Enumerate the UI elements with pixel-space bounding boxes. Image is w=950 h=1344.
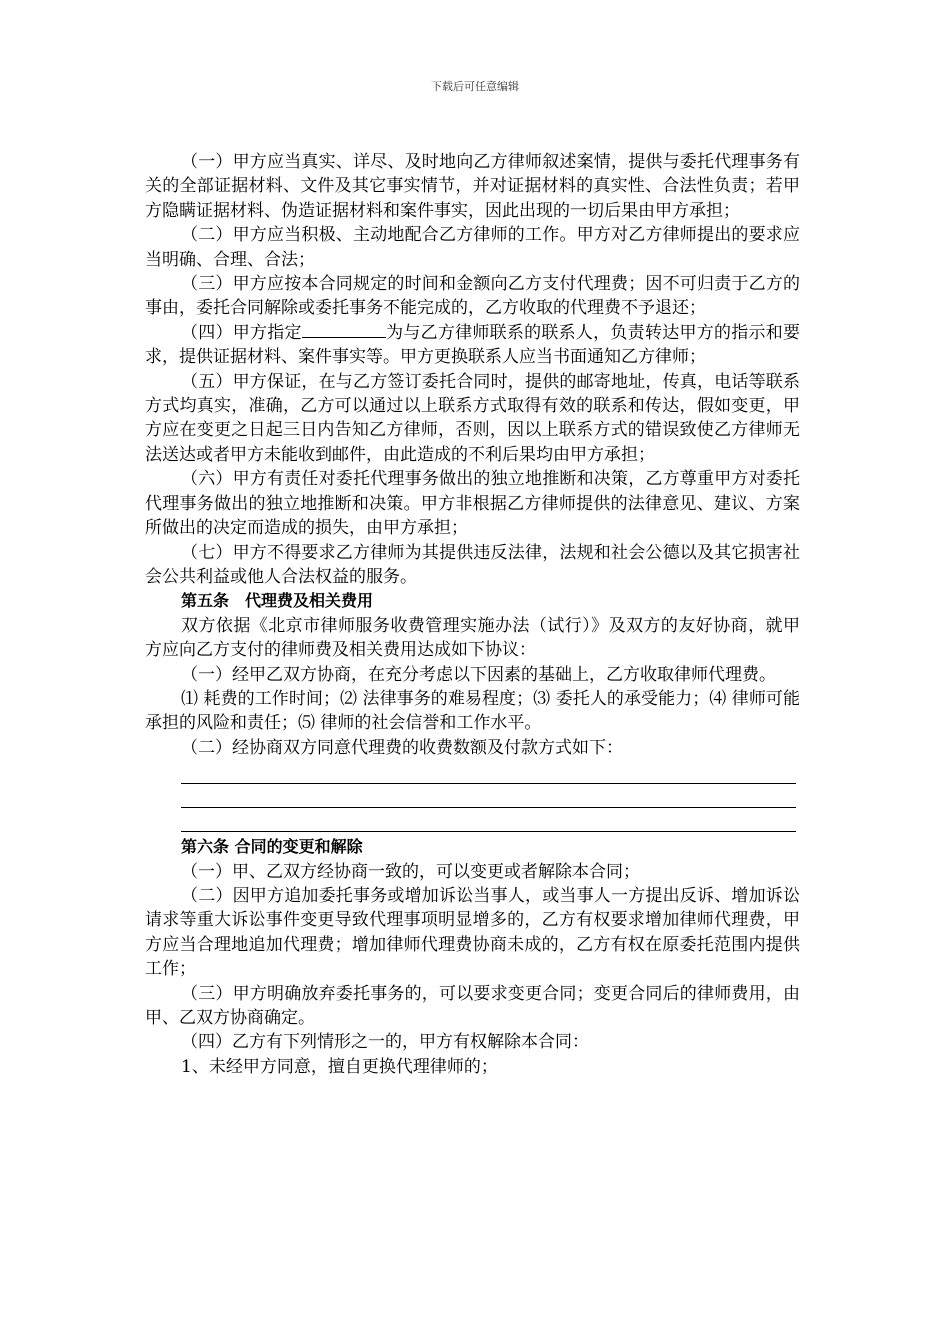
document-body xyxy=(145,150,800,1079)
clause-item-4 xyxy=(145,321,800,370)
clause-item-3: （三）甲方应按本合同规定的时间和金额向乙方支付代理费；因不可归责于乙方的事由，委托合同解除或委托事务不能完成的，乙方收取的代理费不予退还； xyxy=(145,274,800,319)
clause-item-7: （七）甲方不得要求乙方律师为其提供违反法律，法规和社会公德以及其它损害社会公共利益或他人合法权益的服务。 xyxy=(145,542,800,587)
clause-item-6: （六）甲方有责任对委托代理事务做出的独立地推断和决策，乙方尊重甲方对委托代理事务做出的独立地推断和决策。甲方非根据乙方律师提供的法律意见、建议、方案所做出的决定而造成的损失，由甲方承担； xyxy=(145,469,800,539)
clause-item-4-post: 为与乙方律师联系的联系人，负责转达甲方的指示和要求，提供证据材料、案件事实等。甲方更换联系人应当书面通知乙方律师； xyxy=(145,322,801,368)
clause-item-4-pre: （四）甲方指定 xyxy=(181,322,302,343)
contact-person-blank xyxy=(302,321,386,338)
article-5-intro: 双方依据《北京市律师服务收费管理实施办法（试行）》及双方的友好协商，就甲方应向乙方支付的律师费及相关费用达成如下协议： xyxy=(145,615,800,661)
page-header: 下载后可任意编辑 xyxy=(431,80,519,93)
fee-clause-2: （二）经协商双方同意代理费的收费数额及付款方式如下： xyxy=(181,737,623,758)
termination-item-1: 1、未经甲方同意，擅自更换代理律师的； xyxy=(181,1056,498,1077)
change-clause-3: （三）甲方明确放弃委托事务的，可以要求变更合同；变更合同后的律师费用，由甲、乙双方协商确定。 xyxy=(145,983,800,1028)
clause-item-1: （一）甲方应当真实、详尽、及时地向乙方律师叙述案情，提供与委托代理事务有关的全部证据材料、文件及其它事实情节，并对证据材料的真实性、合法性负责；若甲方隐瞒证据材料、伪造证据材料和案件事实，因此出现的一切后果由甲方承担； xyxy=(145,152,800,221)
change-clause-2: （二）因甲方追加委托事务或增加诉讼当事人，或当事人一方提出反诉、增加诉讼请求等重大诉讼事件变更导致代理事项明显增多的，乙方有权要求增加律师代理费，甲方应当合理地追加代理费；增加律师代理费协商未成的，乙方有权在原委托范围内提供工作； xyxy=(145,885,800,980)
clause-item-2: （二）甲方应当积极、主动地配合乙方律师的工作。甲方对乙方律师提出的要求应当明确、合理、合法； xyxy=(145,225,800,270)
clause-item-5: （五）甲方保证，在与乙方签订委托合同时，提供的邮寄地址，传真，电话等联系方式均真实，准确，乙方可以通过以上联系方式取得有效的联系和传达，假如变更，甲方应在变更之日起三日内告知乙方律师，否则，因以上联系方式的错误致使乙方律师无法送达或者甲方未能收到邮件，由此造成的不利后果均由甲方承担； xyxy=(145,371,800,465)
change-clause-4: （四）乙方有下列情形之一的，甲方有权解除本合同： xyxy=(181,1032,589,1053)
fill-line-2 xyxy=(181,784,796,808)
fill-line-1 xyxy=(181,760,796,784)
fill-line-3 xyxy=(181,808,796,832)
change-clause-1: （一）甲、乙双方经协商一致的，可以变更或者解除本合同； xyxy=(181,861,640,882)
fee-factors: ⑴ 耗费的工作时间；⑵ 法律事务的难易程度；⑶ 委托人的承受能力；⑷ 律师可能承担的风险和责任；⑸ 律师的社会信誉和工作水平。 xyxy=(145,688,800,734)
article-5-heading: 第五条 代理费及相关费用 xyxy=(181,591,374,611)
fee-clause-1: （一）经甲乙双方协商，在充分考虑以下因素的基础上，乙方收取律师代理费。 xyxy=(181,664,776,685)
article-6-heading: 第六条 合同的变更和解除 xyxy=(181,837,363,857)
